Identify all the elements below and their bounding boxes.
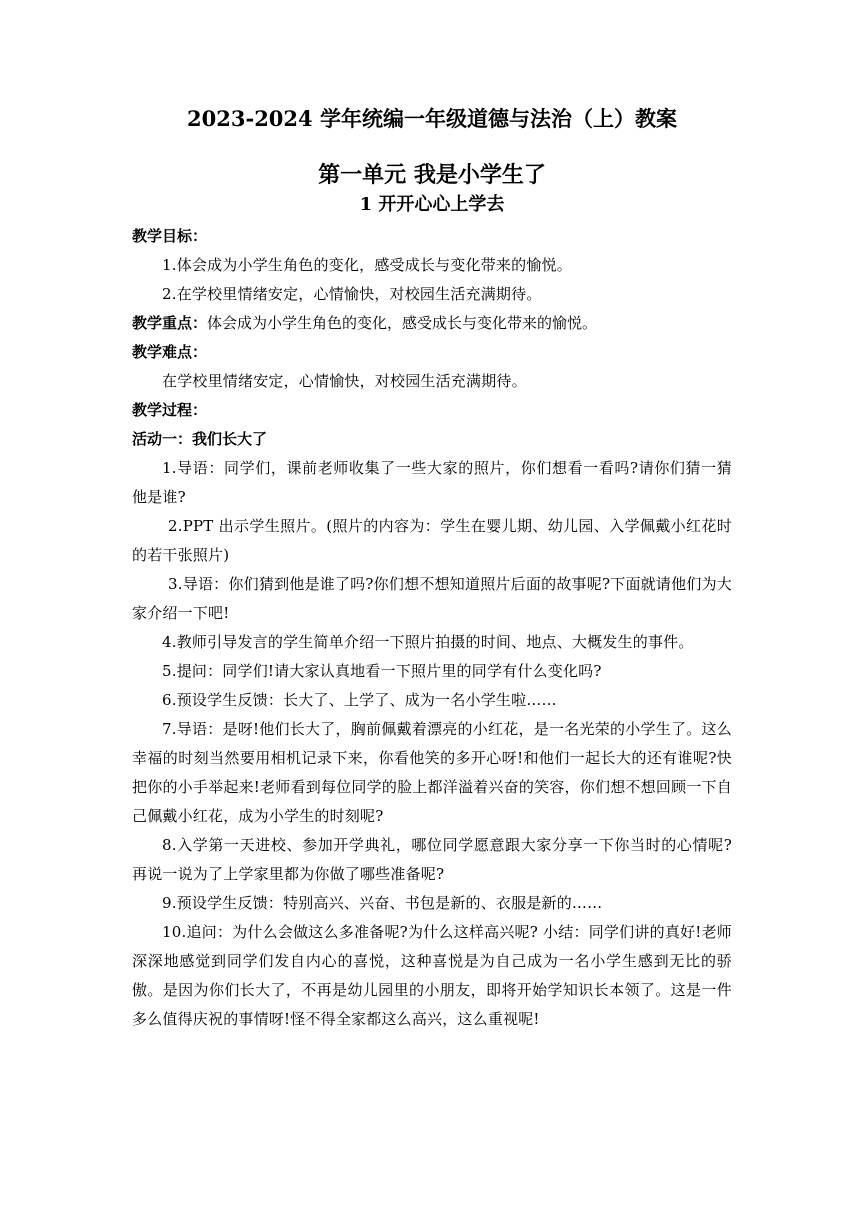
difficulty-text: 在学校里情绪安定，心情愉快，对校园生活充满期待。: [162, 372, 527, 390]
unit-title: 第一单元 我是小学生了: [318, 162, 546, 188]
step-paragraph: 1.导语：同学们，课前老师收集了一些大家的照片，你们想看一看吗?请你们猜一猜他是谁?: [132, 459, 732, 506]
objective-item: 1.体会成为小学生角色的变化，感受成长与变化带来的愉悦。: [162, 256, 572, 274]
step-paragraph: 8.入学第一天进校、参加开学典礼，哪位同学愿意跟大家分享一下你当时的心情呢?再说一说为了上学家里都为你做了哪些准备呢?: [132, 836, 732, 883]
objectives-label: 教学目标：: [132, 227, 208, 245]
lesson-title: 1 开开心心上学去: [359, 194, 505, 215]
activity-label: 活动一：我们长大了: [132, 430, 268, 448]
step-paragraph: 2.PPT 出示学生照片。(照片的内容为：学生在婴儿期、幼儿园、入学佩戴小红花时的若干张照片): [132, 517, 732, 564]
step-paragraph: 6.预设学生反馈：长大了、上学了、成为一名小学生啦……: [162, 691, 557, 709]
key-point-text: 体会成为小学生角色的变化，感受成长与变化带来的愉悦。: [207, 314, 598, 332]
key-point-line: [132, 309, 732, 338]
process-label: 教学过程：: [132, 401, 208, 419]
step-paragraph: 10.追问：为什么会做这么多准备呢?为什么这样高兴呢? 小结：同学们讲的真好!老师深深地感觉到同学们发自内心的喜悦，这种喜悦是为自己成为一名小学生感到无比的骄傲。是因为你们长大了，不再是幼儿园里的小朋友，即将开始学知识长本领了。这是一件多么值得庆祝的事情呀!怪不得全家都这么高兴，这么重视呢!: [132, 923, 732, 1028]
step-paragraph: 4.教师引导发言的学生简单介绍一下照片拍摄的时间、地点、大概发生的事件。: [162, 633, 694, 651]
objective-item: 2.在学校里情绪安定，心情愉快，对校园生活充满期待。: [162, 285, 542, 303]
step-paragraph: 3.导语：你们猜到他是谁了吗?你们想不想知道照片后面的故事呢?下面就请他们为大家介绍一下吧!: [132, 575, 732, 622]
step-paragraph: 7.导语：是呀!他们长大了，胸前佩戴着漂亮的小红花，是一名光荣的小学生了。这么幸福的时刻当然要用相机记录下来，你看他笑的多开心呀!和他们一起长大的还有谁呢?快把你的小手举起来!老师看到每位同学的脸上都洋溢着兴奋的笑容，你们想不想回顾一下自己佩戴小红花，成为小学生的时刻呢?: [132, 720, 732, 825]
key-point-label: 教学重点：: [132, 314, 208, 332]
document-title: 2023-2024 学年统编一年级道德与法治（上）教案: [187, 106, 677, 131]
step-paragraph: 9.预设学生反馈：特别高兴、兴奋、书包是新的、衣服是新的……: [162, 894, 603, 912]
step-paragraph: 5.提问：同学们!请大家认真地看一下照片里的同学有什么变化吗?: [162, 662, 602, 680]
difficulty-label: 教学难点：: [132, 343, 208, 361]
